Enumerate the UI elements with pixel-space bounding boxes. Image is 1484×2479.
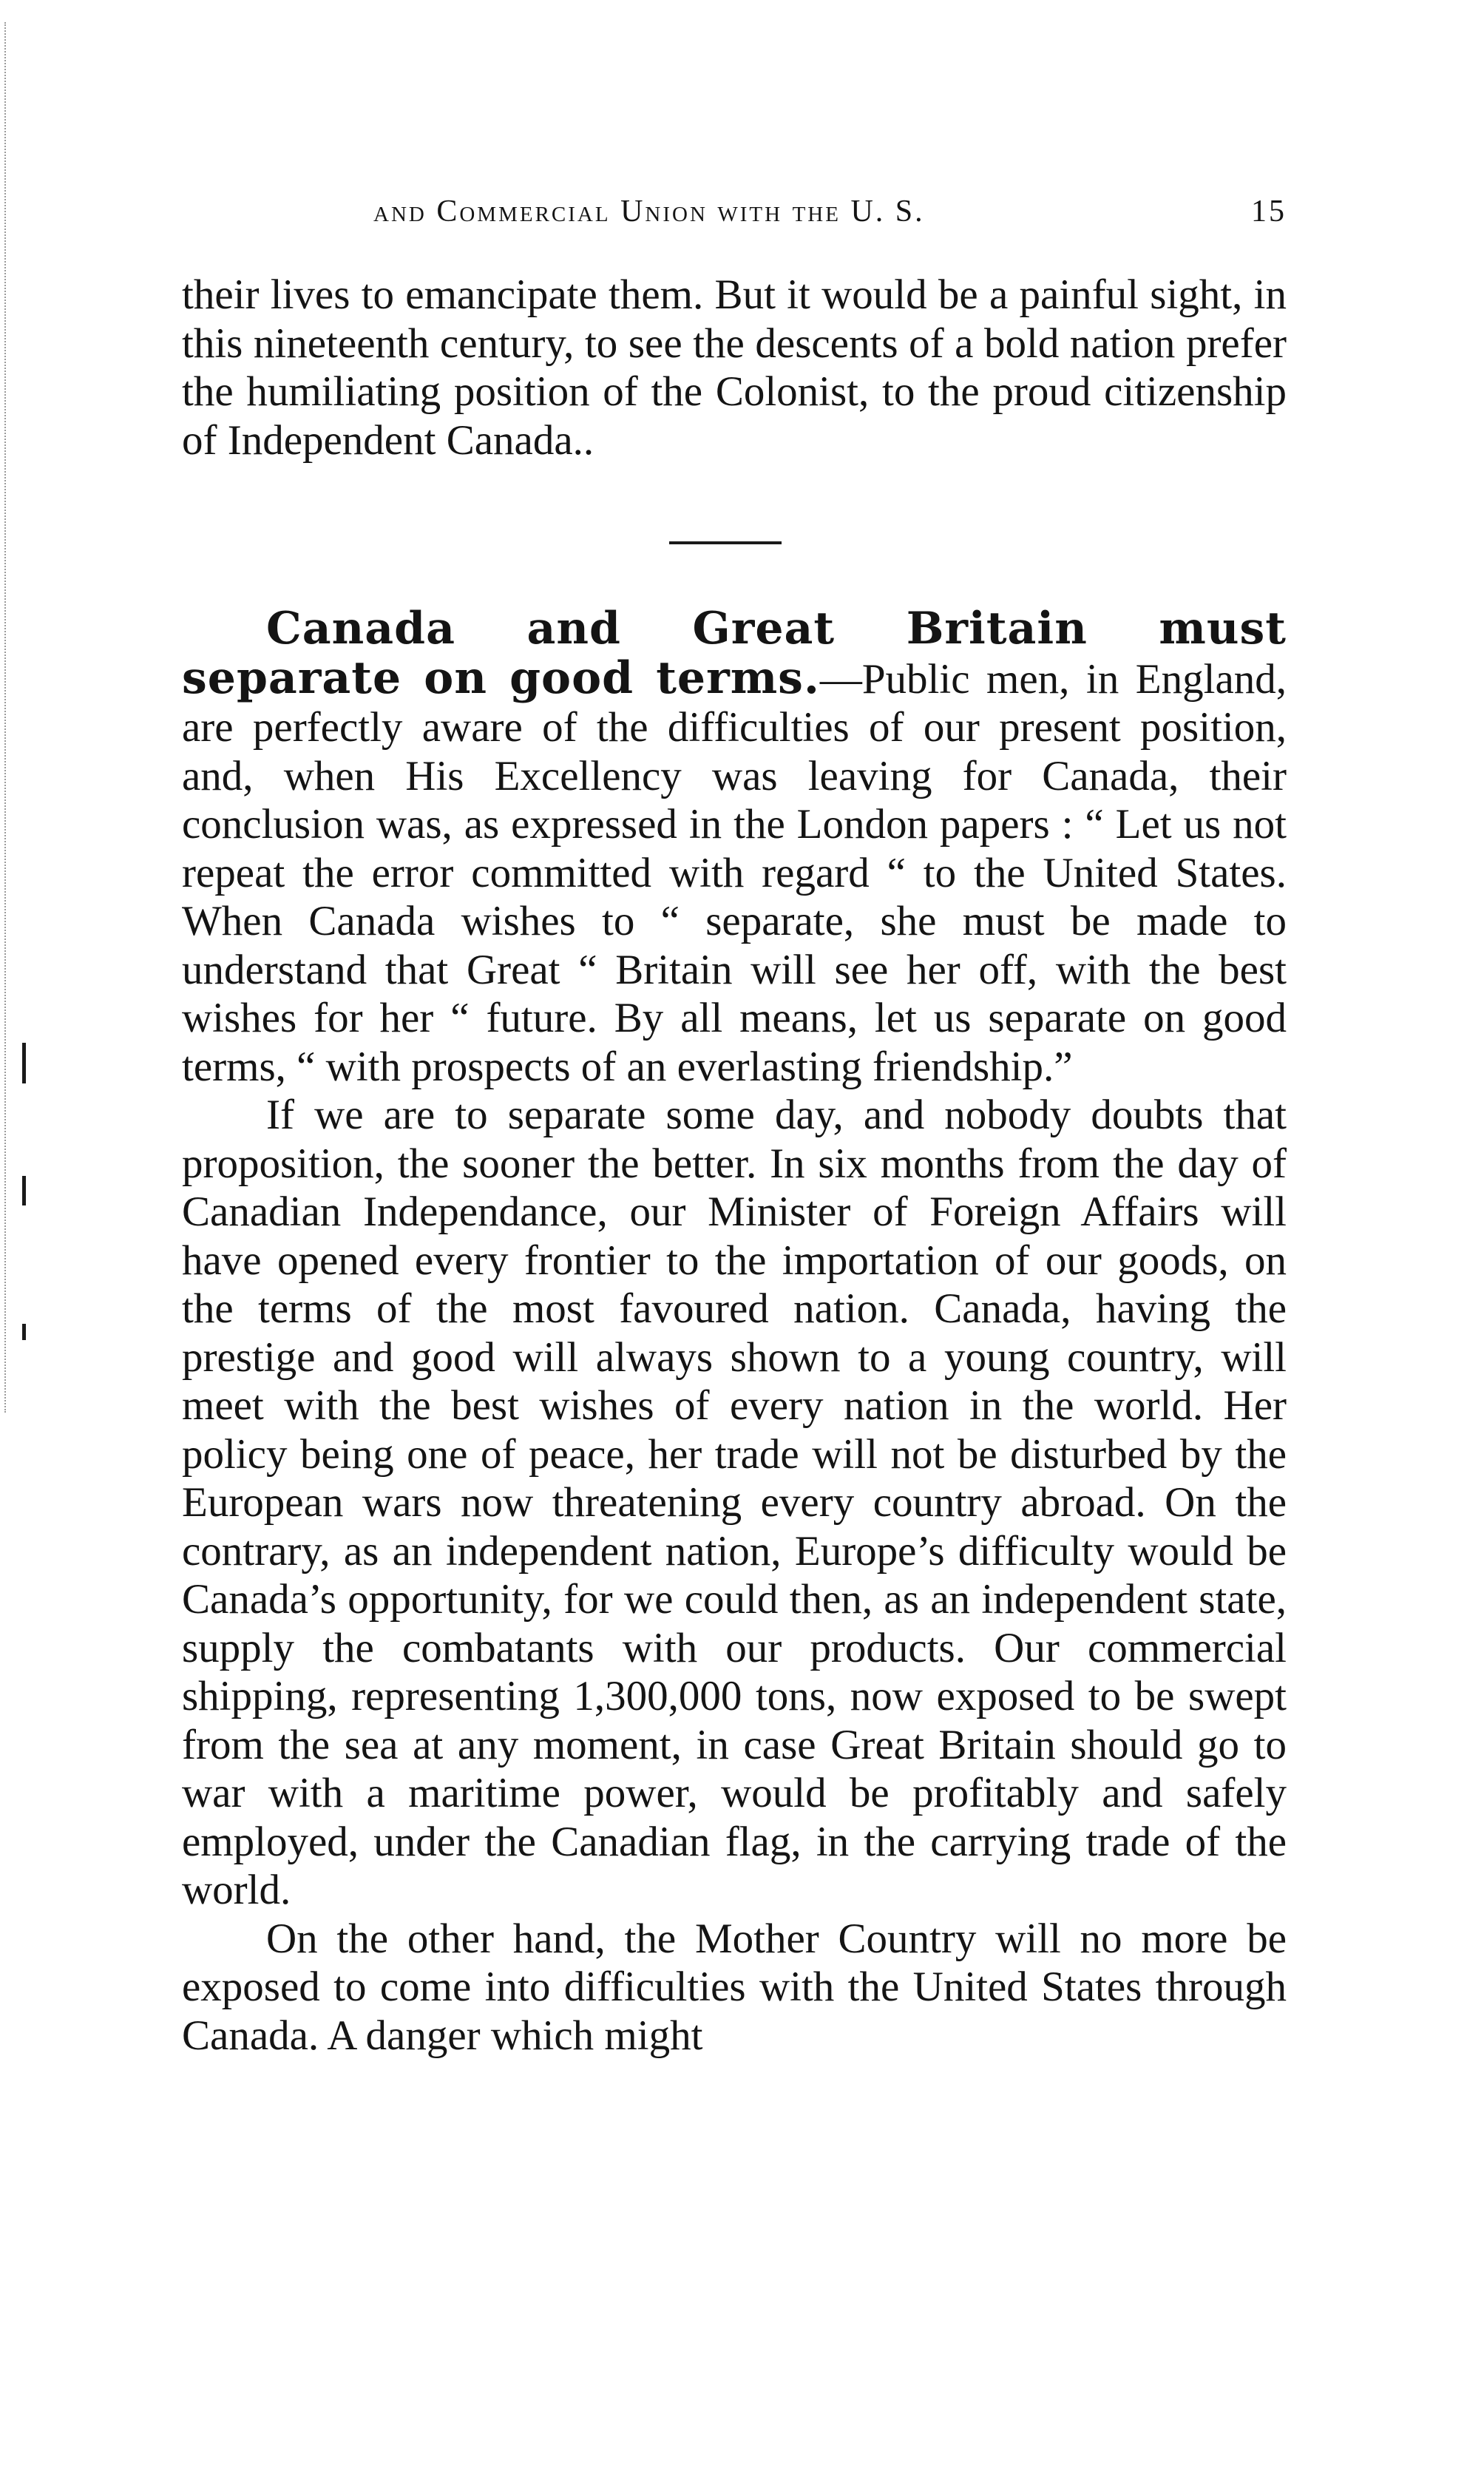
section-heading: Canada and Great Britain must separate on good terms. bbox=[182, 603, 1287, 704]
continuation-paragraph: their lives to emancipate them. But it would be a painful sight, in this nineteenth century, to see the descents of a bold nation prefer the humiliating position of the Colonist, to the proud citizenship of Independent Canada.. bbox=[182, 271, 1287, 464]
section-paragraph-3: On the other hand, the Mother Country will no more be exposed to come into difficulties with the United States through Canada. A danger which might bbox=[182, 1915, 1287, 2059]
section-divider bbox=[669, 541, 782, 544]
running-header bbox=[373, 194, 1287, 238]
page-number: 15 bbox=[1251, 195, 1287, 229]
running-title: and Commercial Union with the U. S. bbox=[373, 195, 925, 229]
binding-mark bbox=[22, 1324, 26, 1340]
section-paragraph-2: If we are to separate some day, and nobody doubts that proposition, the sooner the better. In six months from the day of Canadian Independance, our Minister of Foreign Affairs will have opened every frontier to the importation of our goods, on the terms of the most favoured nation. Canada, having the prestige and good will always shown to a young country, will meet with the best wishes of every nation in the world. Her policy being one of peace, her trade will not be disturbed by the European wars now threatening every country abroad. On the contrary, as an independent nation, Europe’s difficulty would be Canada’s opportunity, for we could then, as an independent state, supply the combatants with our products. Our commercial shipping, representing 1,300,000 tons, now exposed to be swept from the sea at any moment, in case Great Britain should go to war with a maritime power, would be profitably and safely employed, under the Canadian flag, in the carrying trade of the world. bbox=[182, 1092, 1287, 1913]
binding-edge bbox=[4, 22, 35, 1413]
binding-mark bbox=[22, 1176, 26, 1205]
section-first-paragraph bbox=[182, 605, 1287, 1091]
binding-mark bbox=[22, 1043, 26, 1083]
section-block bbox=[182, 605, 1287, 2060]
section-paragraph-1: —Public men, in England, are perfectly aware of the difficulties of our present position, and, when His Excellency was leaving for Canada, their conclusion was, as expressed in the London papers : “ Let us not repeat the error committed with regard “ to the United States. When Canada wishes to “ separate, she must be made to understand that Great “ Britain will see her off, with the best wishes for her “ future. By all means, let us separate on good terms, “ with prospects of an everlasting friendship.” bbox=[182, 655, 1287, 1090]
continuation-block bbox=[182, 271, 1287, 464]
